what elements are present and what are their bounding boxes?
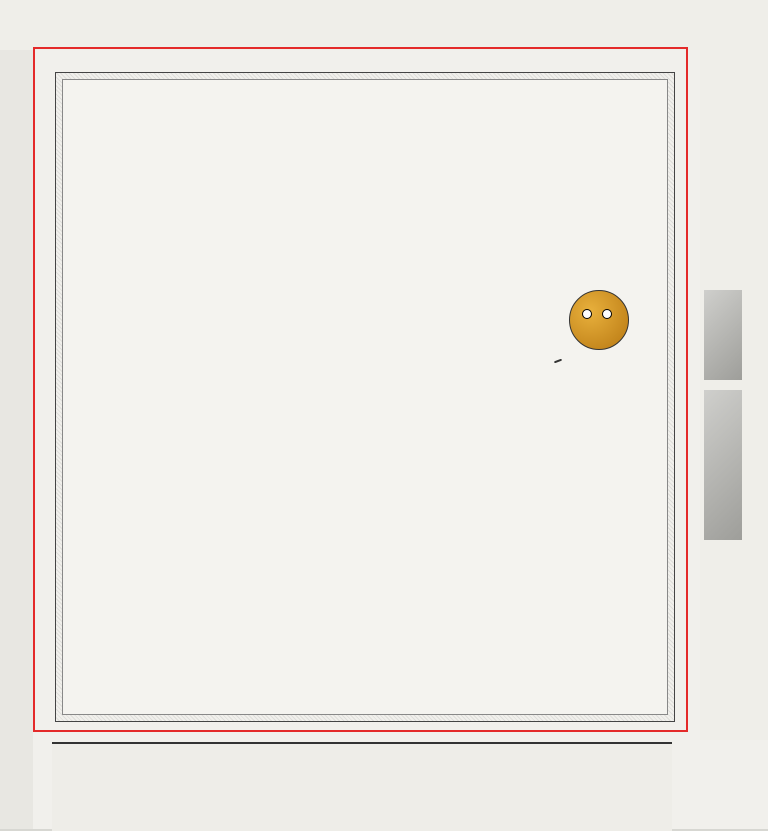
right-neighbour-article <box>700 50 768 740</box>
left-margin <box>0 50 33 829</box>
highlight-frame <box>33 47 688 732</box>
next-article <box>52 742 672 831</box>
right-photo-1 <box>704 290 742 380</box>
top-neighbour-columns <box>0 0 768 50</box>
right-photo-2 <box>704 390 742 540</box>
